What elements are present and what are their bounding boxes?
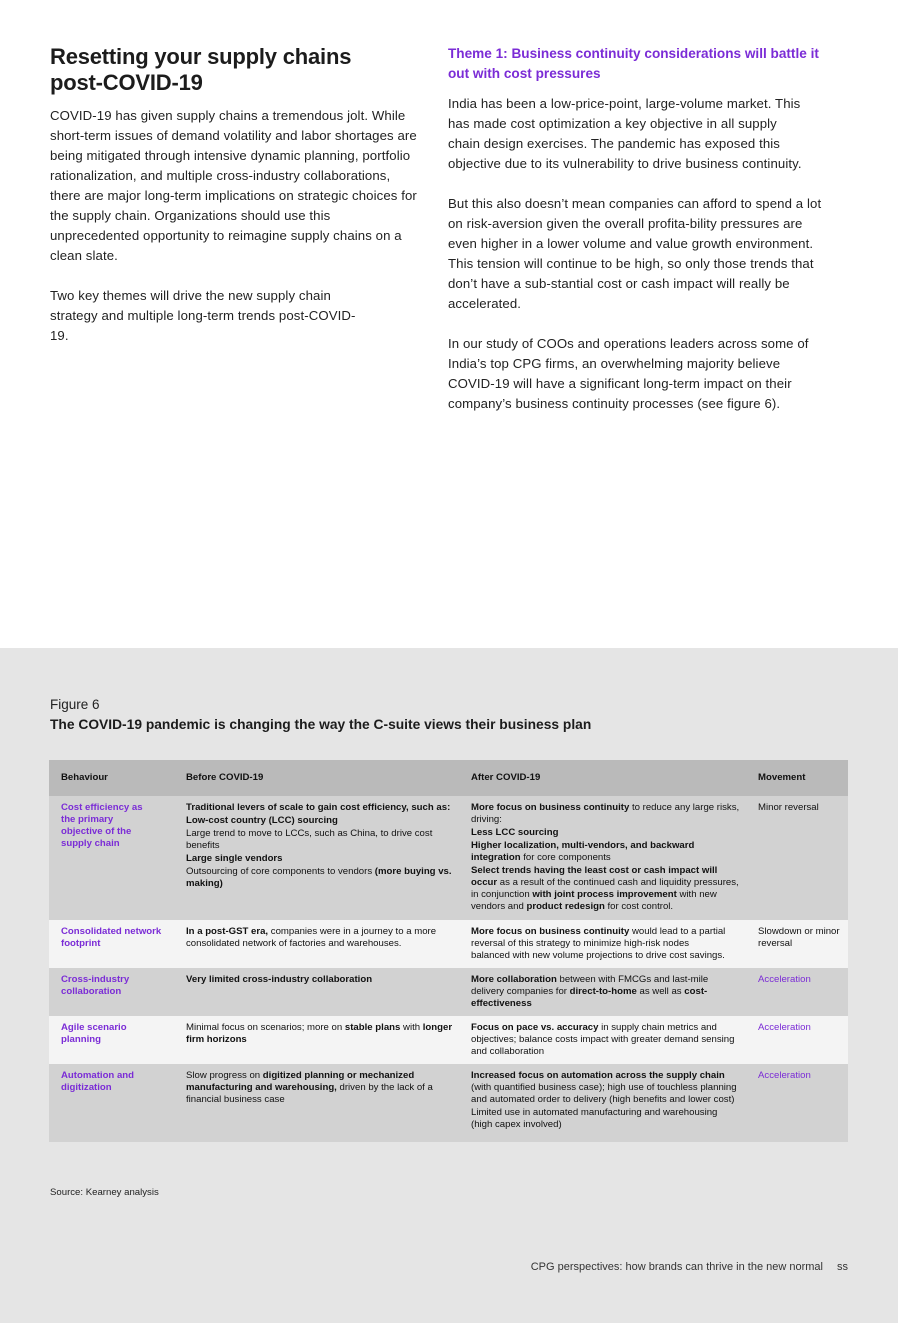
before-cell <box>174 1016 459 1064</box>
after-text: More focus on business continuity <box>471 802 630 813</box>
before-cell <box>174 920 459 968</box>
figure-table <box>49 760 848 1142</box>
after-text: cost-effectiveness <box>471 986 708 1009</box>
behaviour-cell: Agile scenario planning <box>49 1016 174 1064</box>
after-text: Focus on pace vs. accuracy <box>471 1022 599 1033</box>
before-text: with <box>400 1022 423 1033</box>
before-text: companies were in a journey to a more consolidated network of factories and warehouses. <box>186 926 437 949</box>
header-after: After COVID-19 <box>459 760 746 796</box>
theme-paragraph-3: In our study of COOs and operations leaders across some of India’s top CPG firms, an overwhelming majority believe COVID-19 will have a significant long-term impact on their company’s business continuity processes (see figure 6). <box>448 336 809 411</box>
before-text: stable plans <box>344 1022 401 1033</box>
after-text: in supply chain metrics and objectives; balance costs impact with greater demand sensing and collaboration <box>471 1022 735 1057</box>
before-text: Traditional levers of scale to gain cost efficiency, such as: <box>186 802 451 813</box>
behaviour-cell: Cross-industry collaboration <box>49 968 174 1016</box>
after-text: product redesign <box>526 901 605 912</box>
before-text: Low-cost country (LCC) sourcing <box>186 815 338 826</box>
figure-section <box>0 648 898 1323</box>
movement-cell: Acceleration <box>746 968 848 1016</box>
behaviour-cell: Cost efficiency as the primary objective of the supply chain <box>49 796 174 920</box>
after-text: More collaboration <box>471 974 557 985</box>
header-before: Before COVID-19 <box>174 760 459 796</box>
after-text: between with FMCGs and last-mile delivery companies for <box>471 974 709 997</box>
before-cell <box>174 1064 459 1142</box>
theme-paragraph-2: But this also doesn’t mean companies can afford to spend a lot on risk-aversion given the overall profita-bility pressures are even higher in a lower volume and value growth environment. This tension will continue to be high, so only those trends that don’t have a sub-stantial cost or cash impact will really be accelerated. <box>448 196 822 311</box>
after-text: direct-to-home <box>569 986 637 997</box>
movement-cell: Acceleration <box>746 1064 848 1142</box>
right-column <box>448 44 828 434</box>
table-row <box>49 796 848 920</box>
before-text: Outsourcing of core components to vendors <box>186 866 375 877</box>
theme-paragraph-1: India has been a low-price-point, large-volume market. This has made cost optimization a key objective in all supply chain design exercises. The pandemic has exposed this objective due to its vulnerability to drive business continuity. <box>448 96 802 171</box>
before-text: longer firm horizons <box>186 1022 453 1045</box>
behaviour-cell: Automation and digitization <box>49 1064 174 1142</box>
table-row <box>49 968 848 1016</box>
after-text: Select trends having the least cost or cash impact will occur <box>471 865 718 888</box>
after-cell <box>459 1016 746 1064</box>
before-text: (more buying vs. making) <box>186 866 452 889</box>
heading-line-2: post-COVID-19 <box>50 70 203 95</box>
after-cell <box>459 796 746 920</box>
after-text: (with quantified business case); high use of touchless planning and automated order to delivery (high benefits and lower cost) <box>471 1082 737 1105</box>
before-cell <box>174 796 459 920</box>
table-row <box>49 920 848 968</box>
before-text: Minimal focus on scenarios; more on <box>186 1022 345 1033</box>
behaviour-cell: Consolidated network footprint <box>49 920 174 968</box>
before-text: In a post-GST era, <box>186 926 269 937</box>
figure-label: Figure 6 <box>50 697 100 712</box>
figure-source: Source: Kearney analysis <box>50 1187 159 1198</box>
after-text: would lead to a partial reversal of this strategy to minimize high-risk nodes balanced with new volume projections to drive cost savings. <box>471 926 726 961</box>
after-text: for core components <box>520 852 611 863</box>
table-header-row <box>49 760 848 796</box>
after-text: Increased focus on automation across the supply chain <box>471 1070 725 1081</box>
before-text: digitized planning or mechanized manufacturing and warehousing, <box>186 1070 415 1093</box>
before-text: Large single vendors <box>186 853 283 864</box>
after-cell <box>459 920 746 968</box>
page-footer <box>531 1261 848 1273</box>
header-behaviour: Behaviour <box>49 760 174 796</box>
after-cell <box>459 968 746 1016</box>
after-text: as well as <box>636 986 685 997</box>
theme-title: Theme 1: Business continuity considerations will battle it out with cost pressures <box>448 46 819 81</box>
text-section <box>0 0 898 648</box>
after-text: with joint process improvement <box>532 889 677 900</box>
movement-cell: Acceleration <box>746 1016 848 1064</box>
movement-cell: Minor reversal <box>746 796 848 920</box>
left-column <box>50 44 418 366</box>
after-text: More focus on business continuity <box>471 926 630 937</box>
before-cell <box>174 968 459 1016</box>
after-cell <box>459 1064 746 1142</box>
before-text: Slow progress on <box>186 1070 263 1081</box>
before-text: driven by the lack of a financial business case <box>186 1082 433 1105</box>
figure-title: The COVID-19 pandemic is changing the way the C-suite views their business plan <box>50 717 592 732</box>
intro-paragraph: COVID-19 has given supply chains a tremendous jolt. While short-term issues of demand volatility and labor shortages are being mitigated through intensive dynamic planning, portfolio rationalization, and multiple cross-industry collaborations, there are major long-term implications on strategic choices for the supply chain. Organizations should use this unprecedented opportunity to reimagine supply chains on a clean slate. <box>50 108 417 263</box>
table-row <box>49 1064 848 1142</box>
before-text: Very limited cross-industry collaboration <box>186 974 373 985</box>
after-text: with new vendors and <box>471 889 717 912</box>
table-row <box>49 1016 848 1064</box>
after-text: to reduce any large risks, driving: <box>471 802 740 825</box>
header-movement: Movement <box>746 760 848 796</box>
movement-cell: Slowdown or minor reversal <box>746 920 848 968</box>
after-text: Higher localization, multi-vendors, and backward integration <box>471 840 695 863</box>
page-number: ss <box>837 1261 848 1273</box>
after-text: Less LCC sourcing <box>471 827 559 838</box>
footer-text: CPG perspectives: how brands can thrive in the new normal <box>530 1261 823 1273</box>
after-text: Limited use in automated manufacturing and warehousing (high capex involved) <box>471 1107 718 1130</box>
after-text: as a result of the continued cash and liquidity pressures, in conjunction <box>471 877 739 900</box>
after-text: for cost control. <box>604 901 674 912</box>
section-heading <box>50 44 418 96</box>
themes-paragraph: Two key themes will drive the new supply chain strategy and multiple long-term trends post-COVID-19. <box>50 288 356 343</box>
before-text: Large trend to move to LCCs, such as China, to drive cost benefits <box>186 828 433 851</box>
heading-line-1: Resetting your supply chains <box>50 44 352 69</box>
